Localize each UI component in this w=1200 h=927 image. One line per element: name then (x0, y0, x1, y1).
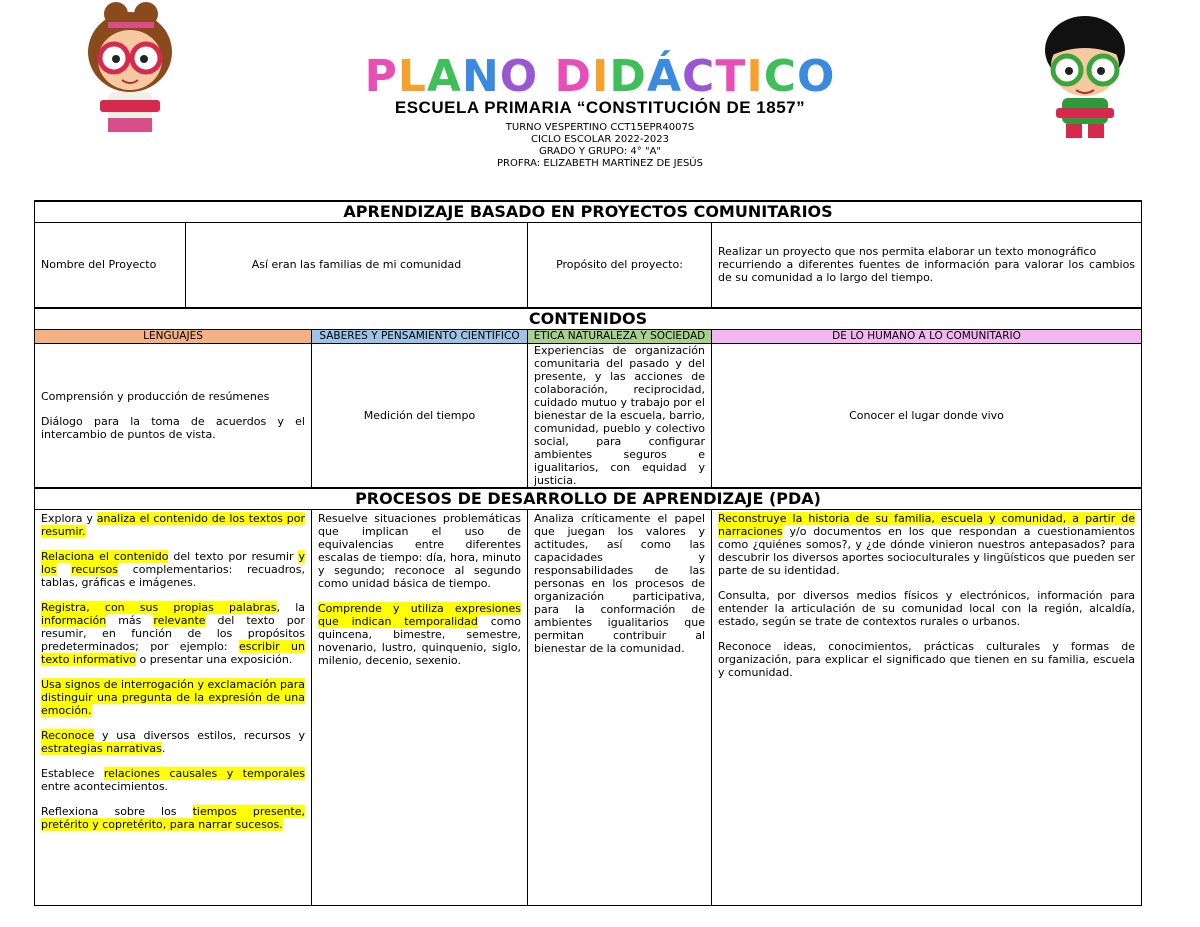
document-title (0, 52, 1200, 102)
pda-saberes (312, 509, 528, 905)
body-text: del texto por resumir, en función de los propósitos predeterminados; por ejemplo: (41, 613, 305, 653)
field-etica-header: ÉTICA NATURALEZA Y SOCIEDAD (528, 329, 712, 343)
purpose-line-1: Realizar un proyecto que nos permita elaborar un texto monográfico (718, 245, 1097, 259)
pda-paragraph (41, 601, 305, 666)
field-lenguajes-header: LENGUAJES (35, 329, 312, 343)
highlighted-text: estrategias narrativas (41, 741, 162, 755)
body-text: del texto por resumir (168, 549, 299, 563)
title-letter: T (715, 51, 747, 102)
project-name-label: Nombre del Proyecto (35, 223, 186, 308)
body-text: Reflexiona sobre los (41, 804, 193, 818)
title-letter: L (397, 51, 427, 102)
school-year: CICLO ESCOLAR 2022-2023 (531, 134, 669, 145)
title-letter: Á (646, 51, 683, 102)
highlighted-text: Comprende y utiliza expresiones que indican temporalidad (318, 601, 521, 628)
body-text: Analiza críticamente el papel que juegan los valores y actitudes, así como las capacidades y responsabilidades de las personas en los procesos de organización participativa, para la conformación de ambientes igualitarios que permitan contribuir al bienestar de la comunidad. (534, 511, 705, 655)
highlighted-text: escribir un texto informativo (41, 639, 305, 666)
pda-paragraph (318, 512, 521, 590)
highlighted-text: Reconoce (41, 728, 95, 742)
body-text: como quincena, bimestre, semestre, novenario, lustro, quinquenio, siglo, milenio, decenio, sexenio. (318, 614, 521, 667)
title-letter: O (499, 51, 539, 102)
highlighted-text: analiza el contenido de los textos por resumir. (41, 511, 305, 538)
pda-paragraph (718, 640, 1135, 679)
project-band: APRENDIZAJE BASADO EN PROYECTOS COMUNITARIOS (35, 201, 1142, 223)
title-letter: C (682, 51, 716, 102)
body-text: complementarios: recuadros, tablas, gráficas e imágenes. (41, 562, 306, 589)
body-text: o presentar una exposición. (135, 652, 293, 666)
body-text: . (161, 741, 166, 755)
shift-cct: TURNO VESPERTINO CCT15EPR4007S (505, 122, 695, 133)
project-name-value: Así eran las familias de mi comunidad (186, 223, 528, 308)
title-letter: C (763, 51, 797, 102)
highlighted-text: relaciones causales y temporales (103, 766, 305, 780)
title-letter (538, 52, 554, 102)
pda-lenguajes (35, 509, 312, 905)
pda-paragraph (41, 805, 305, 831)
title-letter: P (364, 51, 398, 102)
pda-paragraph (718, 589, 1135, 628)
highlighted-text: tiempos presente, pretérito y copretérito, para narrar sucesos. (41, 804, 305, 831)
pda-paragraph (534, 512, 705, 655)
body-text: más (106, 613, 154, 627)
field-saberes-header: SABERES Y PENSAMIENTO CIENTÍFICO (312, 329, 528, 343)
highlighted-text: relevante (153, 613, 206, 627)
body-text: Reconoce ideas, conocimientos, prácticas culturales y formas de organización, para explicar el significado que tienen en su familia, escuela y comunidad. (718, 639, 1136, 679)
pda-paragraph (41, 767, 305, 793)
pda-etica (528, 509, 712, 905)
content-lenguajes (35, 343, 312, 488)
body-text: Consulta, por diversos medios físicos y electrónicos, información para entender la articulación de su comunidad local con la región, alcaldía, estado, según se trate de contextos rurales o urbanos. (718, 588, 1136, 628)
content-etica: Experiencias de organización comunitaria del pasado y del presente, y las acciones de colaboración, reciprocidad, cuidado mutuo y trabajo por el bienestar de la escuela, barrio, comunidad, pueblo y colectivo social, para configurar ambientes seguros e igualitarios, con equidad y justicia. (528, 343, 712, 488)
grade-group: GRADO Y GRUPO: 4° "A" (538, 146, 662, 157)
pda-band: PROCESOS DE DESARROLLO DE APRENDIZAJE (PDA) (35, 488, 1142, 510)
school-name: ESCUELA PRIMARIA “CONSTITUCIÓN DE 1857” (394, 98, 806, 117)
body-text: , la (276, 600, 305, 614)
body-text: y/o documentos en los que respondan a cuestionamientos como ¿quiénes somos?, y ¿de dónde vinieron nuestros antepasados? para descubrir los diversos aportes socioculturales y lingüísticos que pueden ser parte de su identidad. (718, 524, 1136, 577)
title-letter: D (554, 51, 593, 102)
body-text: Resuelve situaciones problemáticas que implican el uso de equivalencias entre diferentes escalas de tiempo: día, hora, minuto y segundo; reconoce al segundo como unidad básica de tiempo. (318, 511, 521, 590)
content-saberes: Medición del tiempo (312, 343, 528, 488)
pda-humano (712, 509, 1142, 905)
content-lenguajes-1: Comprensión y producción de resúmenes (41, 389, 270, 403)
body-text: y usa diversos estilos, recursos y (94, 728, 305, 742)
body-text (57, 563, 72, 576)
body-text: Explora y (41, 511, 97, 525)
project-purpose-value (712, 223, 1142, 308)
content-lenguajes-2: Diálogo para la toma de acuerdos y el intercambio de puntos de vista. (41, 414, 305, 441)
highlighted-text: Reconstruye la historia de su familia, escuela y comunidad, a partir de narraciones (718, 511, 1136, 538)
pda-paragraph (41, 678, 305, 717)
title-letter: D (609, 51, 647, 102)
body-text: Establece (41, 766, 104, 780)
pda-paragraph (318, 602, 521, 667)
pda-paragraph (41, 512, 305, 538)
field-humano-header: DE LO HUMANO A LO COMUNITARIO (712, 329, 1142, 343)
project-purpose-label: Propósito del proyecto: (528, 223, 712, 308)
title-letter: A (426, 51, 462, 102)
teacher-name: PROFRA: ELIZABETH MARTÍNEZ DE JESÚS (497, 158, 703, 169)
highlighted-text: recursos (71, 562, 119, 576)
title-letter: N (461, 51, 500, 102)
planning-table (34, 200, 1142, 906)
highlighted-text: y los (41, 549, 305, 576)
title-letter: I (592, 51, 610, 102)
highlighted-text: Usa signos de interrogación y exclamación para distinguir una pregunta de la expresión de una emoción. (41, 677, 305, 717)
body-text: entre acontecimientos. (41, 779, 169, 793)
title-letter: O (797, 51, 836, 102)
document-header (0, 0, 1200, 190)
pda-paragraph (718, 512, 1135, 577)
content-humano: Conocer el lugar donde vivo (712, 343, 1142, 488)
highlighted-text: Relaciona el contenido (41, 549, 169, 563)
highlighted-text: información (41, 613, 107, 627)
pda-paragraph (41, 550, 305, 589)
contents-band: CONTENIDOS (35, 308, 1142, 330)
highlighted-text: Registra, con sus propias palabras (41, 600, 277, 614)
title-letter: I (746, 51, 764, 102)
purpose-line-2: recurriendo a diferentes fuentes de información para valorar los cambios de su comunidad a lo largo del tiempo. (718, 258, 1136, 285)
pda-paragraph (41, 729, 305, 755)
